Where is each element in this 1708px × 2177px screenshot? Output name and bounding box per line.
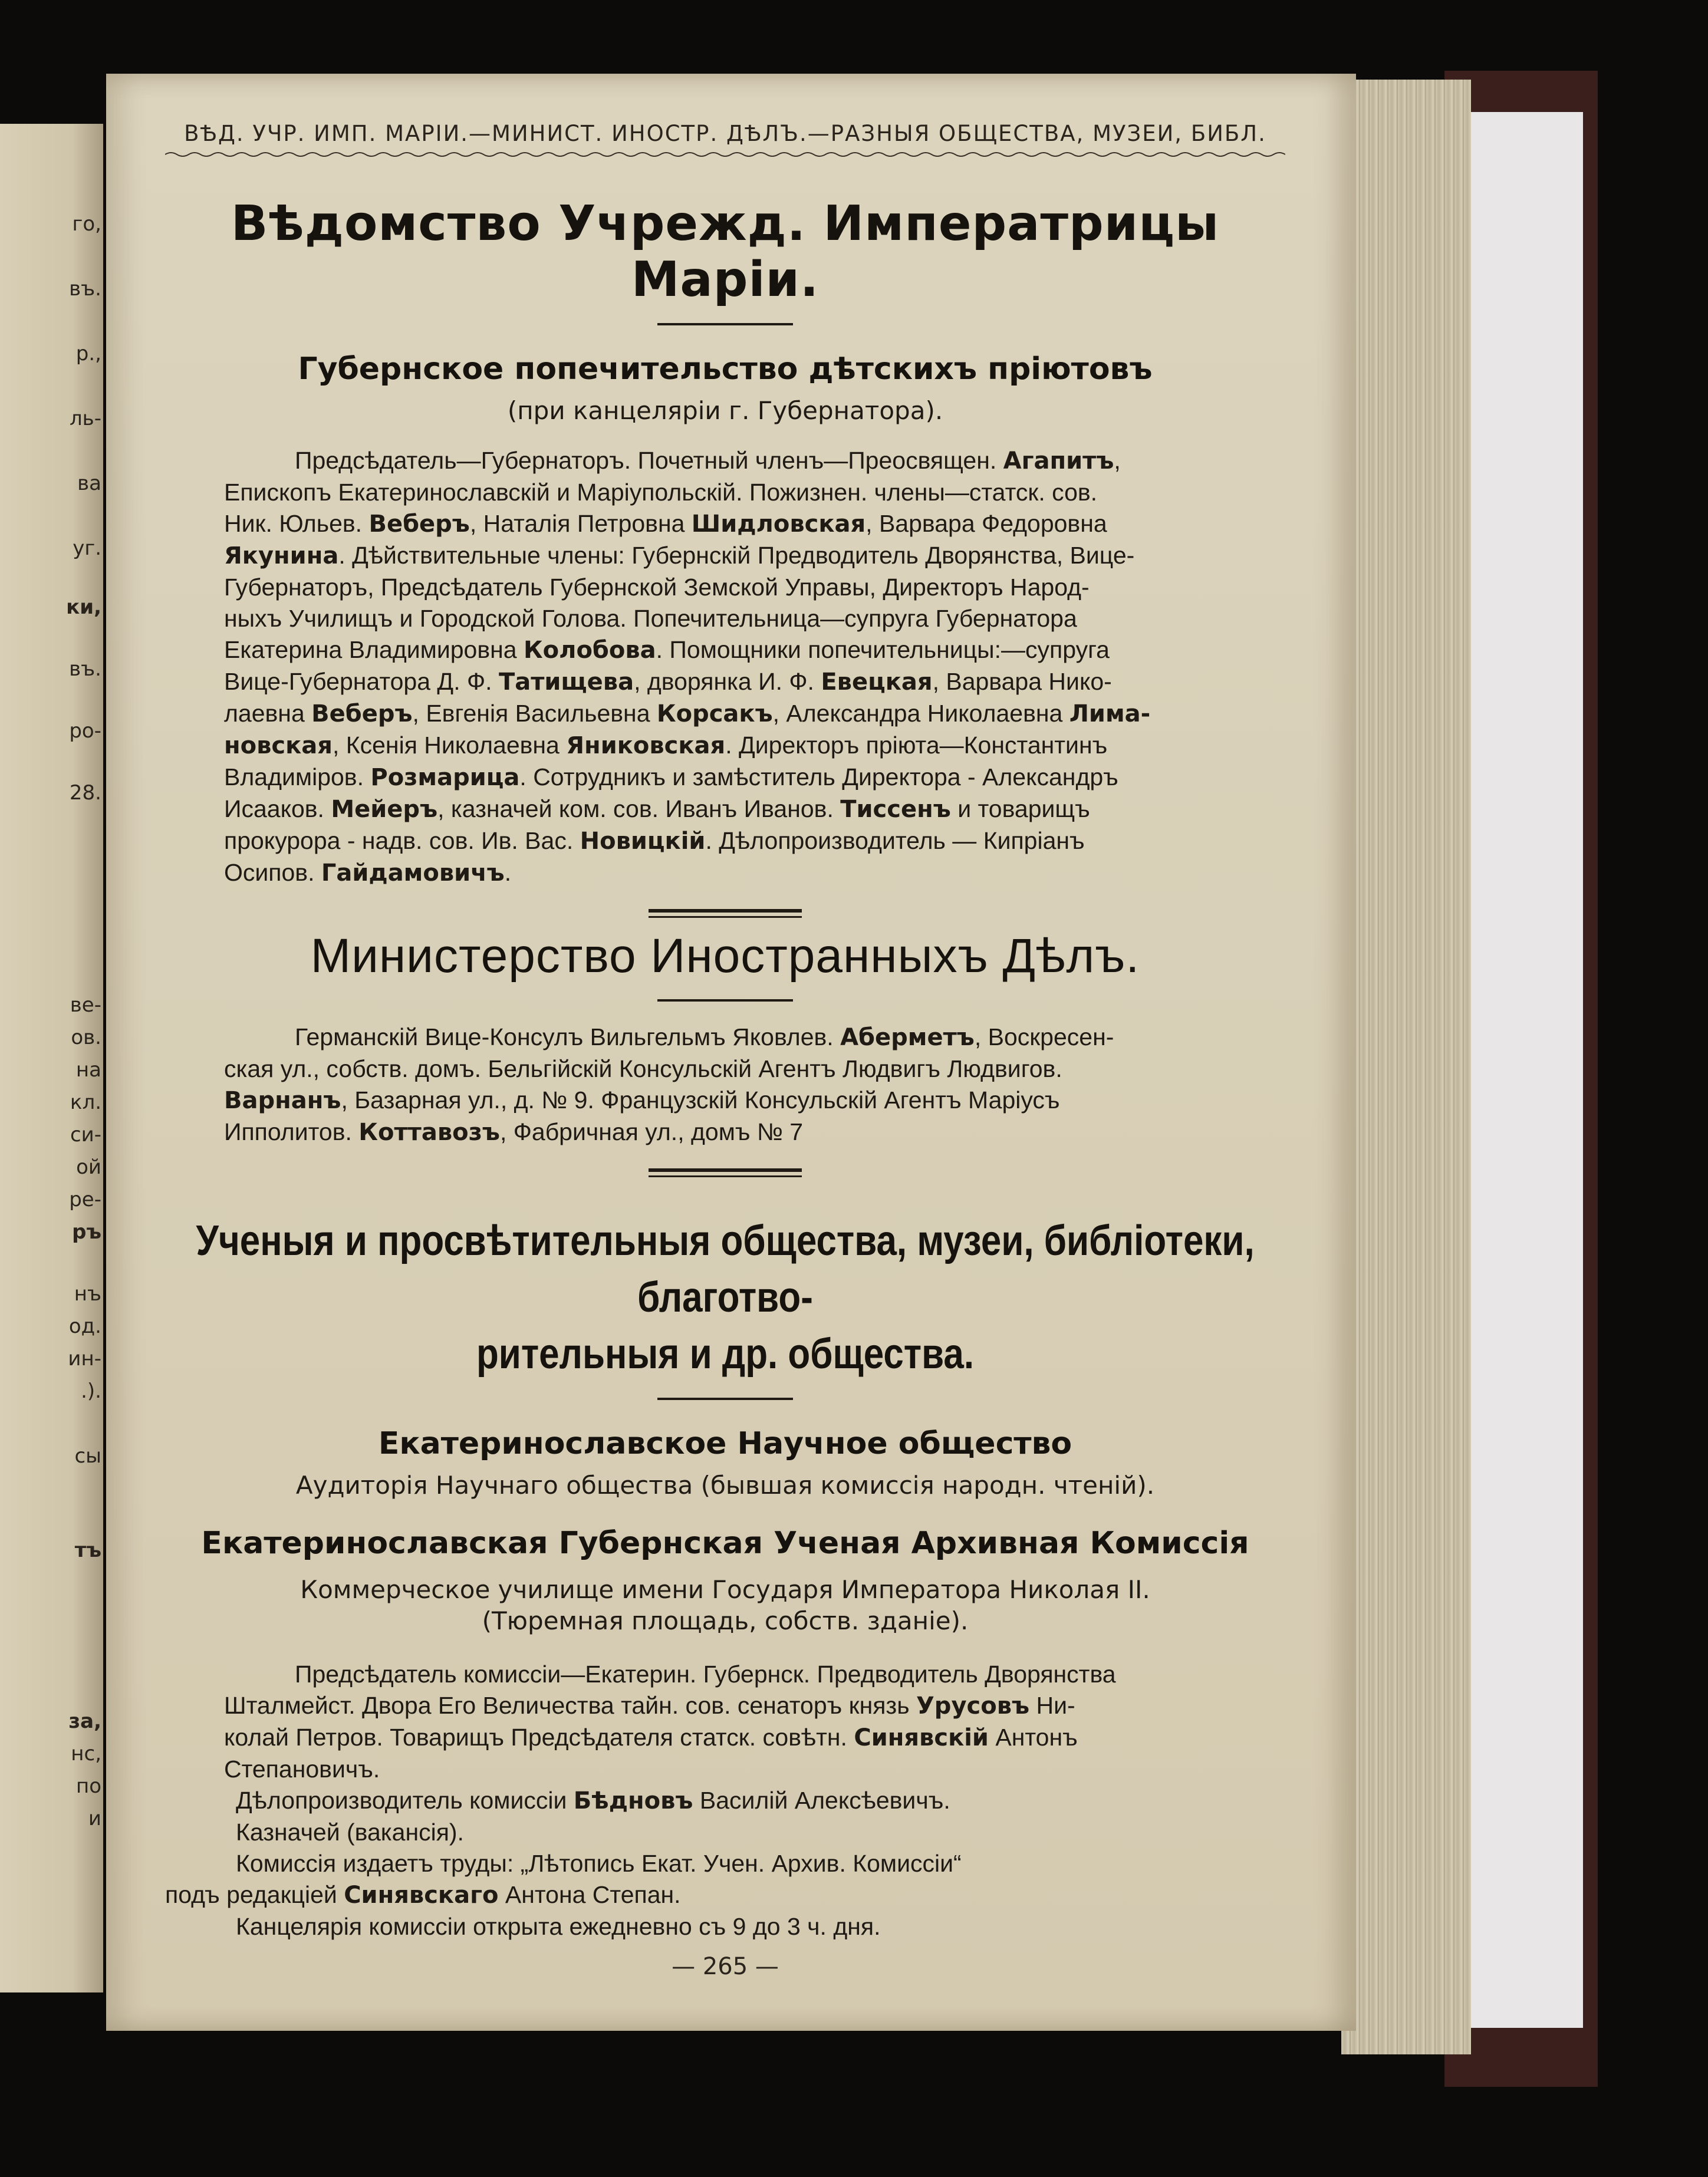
text-run: Губернаторъ, Предсѣдатель Губернской Земской Управы, Директоръ Народ- xyxy=(224,574,1090,601)
text-line xyxy=(165,698,1285,730)
text-line xyxy=(165,1817,1285,1848)
text-run: Шталмейст. Двора Его Величества тайн. сов. сенаторъ князь xyxy=(224,1692,916,1719)
text-run: прокурора - надв. сов. Ив. Вас. xyxy=(224,827,580,854)
text-line xyxy=(165,1117,1285,1148)
text-line xyxy=(165,1848,1285,1879)
text-run: , Варвара Нико- xyxy=(932,668,1112,695)
left-page-fragment: уг. xyxy=(73,536,101,560)
left-facing-page xyxy=(0,124,103,1992)
text-line xyxy=(165,1879,1285,1911)
left-page-fragment: од. xyxy=(68,1315,101,1338)
name-emphasis: Евецкая xyxy=(821,668,933,696)
commission-editor-line xyxy=(165,1879,1285,1911)
text-line xyxy=(165,730,1285,762)
text-run: Вице-Губернатора Д. Ф. xyxy=(224,668,499,695)
text-line xyxy=(165,762,1285,793)
text-run: Владиміров. xyxy=(224,763,371,791)
name-emphasis: Мейеръ xyxy=(331,796,438,823)
name-emphasis: Новицкій xyxy=(580,828,706,855)
text-run: Антонъ xyxy=(988,1724,1078,1751)
name-emphasis: Бѣдновъ xyxy=(573,1787,693,1814)
text-run: , Ксенія Николаевна xyxy=(332,732,567,759)
text-run: , Фабричная ул., домъ № 7 xyxy=(499,1118,804,1145)
text-run: Осипов. xyxy=(224,859,321,886)
left-page-fragment: ой xyxy=(76,1155,101,1179)
subhead-archive-commission: Екатеринославская Губернская Ученая Архивная Комиссія xyxy=(201,1526,1249,1561)
left-page-fragment: на xyxy=(75,1058,101,1082)
text-line xyxy=(165,540,1285,572)
paragraph-commission-chair xyxy=(165,1659,1285,1785)
text-line xyxy=(165,445,1285,477)
left-page-fragment: въ. xyxy=(69,277,101,301)
short-rule xyxy=(657,1398,793,1400)
note-governor-chancellery: (при канцеляріи г. Губернатора). xyxy=(507,396,943,425)
text-run: , Наталія Петровна xyxy=(469,510,692,537)
note-scientific-society: Аудиторія Научнаго общества (бывшая комиссія народн. чтеній). xyxy=(295,1471,1155,1500)
text-run: Ник. Юльев. xyxy=(224,510,369,537)
text-run: Епископъ Екатеринославскій и Маріупольскій. Пожизнен. члены—статск. сов. xyxy=(224,479,1098,506)
name-emphasis: Синявскаго xyxy=(344,1882,499,1909)
text-run: Казначей (вакансія). xyxy=(236,1819,464,1846)
text-line xyxy=(165,1022,1285,1053)
text-line xyxy=(165,477,1285,508)
name-emphasis: Коттавозъ xyxy=(358,1119,500,1146)
section-title-societies xyxy=(167,1213,1283,1382)
text-line xyxy=(165,1722,1285,1754)
text-line xyxy=(165,603,1285,634)
text-run: Предсѣдатель—Губернаторъ. Почетный членъ—Преосвящен. xyxy=(295,447,1003,474)
name-emphasis: Колобова xyxy=(523,637,656,664)
name-emphasis: Веберъ xyxy=(311,700,413,727)
text-line xyxy=(165,825,1285,857)
left-page-fragment: тъ xyxy=(74,1539,101,1562)
commission-hours-line xyxy=(165,1911,1285,1942)
left-page-fragment: нс, xyxy=(71,1742,101,1766)
name-emphasis: Аберметъ xyxy=(840,1024,975,1051)
name-emphasis: Татищева xyxy=(498,668,634,696)
text-line xyxy=(165,666,1285,698)
name-emphasis: Веберъ xyxy=(368,511,470,538)
double-rule xyxy=(649,1168,802,1177)
left-page-fragment: ре- xyxy=(69,1188,101,1211)
left-page-fragment: ин- xyxy=(68,1347,101,1371)
name-emphasis: Лима- xyxy=(1069,700,1151,727)
text-line xyxy=(165,1690,1285,1722)
left-page-fragment: нъ xyxy=(74,1282,101,1306)
page-block-edge xyxy=(1341,80,1471,2054)
text-line xyxy=(165,572,1285,603)
text-run: Василій Алексѣевичъ. xyxy=(693,1787,950,1814)
running-head: ВѢД. УЧР. ИМП. МАРІИ.—МИНИСТ. ИНОСТР. ДѢЛЪ.—РАЗНЫЯ ОБЩЕСТВА, МУЗЕИ, БИБЛ. xyxy=(184,121,1266,146)
left-page-fragment: сы xyxy=(74,1444,101,1468)
text-run: лаевна xyxy=(224,700,312,727)
name-emphasis: Яниковская xyxy=(566,732,726,759)
text-line xyxy=(165,508,1285,540)
left-page-fragment: ръ xyxy=(72,1220,101,1244)
left-page-fragment: и xyxy=(88,1807,101,1830)
text-run: , Александра Николаевна xyxy=(772,700,1069,727)
paragraph-orphanages xyxy=(165,445,1285,889)
text-line xyxy=(165,1085,1285,1117)
text-run: подъ редакціей xyxy=(165,1881,344,1908)
text-line xyxy=(165,1053,1285,1085)
page-content xyxy=(165,121,1285,1980)
text-line xyxy=(165,793,1285,825)
text-run: Степановичъ. xyxy=(224,1756,380,1783)
name-emphasis: Урусовъ xyxy=(916,1692,1030,1720)
text-run: Предсѣдатель комиссіи—Екатерин. Губернск. Предводитель Дворянства xyxy=(295,1661,1116,1688)
subhead-orphanages: Губернское попечительство дѣтскихъ пріютовъ xyxy=(298,351,1153,387)
left-page-fragment: за, xyxy=(68,1710,101,1733)
left-page-fragment: го, xyxy=(72,212,101,236)
left-page-fragment: .). xyxy=(81,1379,101,1403)
section-title-societies-line1: Ученыя и просвѣтительныя общества, музеи, библіотеки, благотво- xyxy=(196,1217,1255,1321)
text-run: и товарищъ xyxy=(950,795,1090,822)
subhead-scientific-society: Екатеринославское Научное общество xyxy=(378,1426,1072,1461)
left-page-fragment: ве- xyxy=(70,993,101,1017)
left-page-fragment: въ. xyxy=(69,657,101,681)
text-line xyxy=(165,1754,1285,1785)
text-run: , дворянка И. Ф. xyxy=(634,668,821,695)
name-emphasis: Якунина xyxy=(224,542,339,569)
text-run: ныхъ Училищъ и Городской Голова. Попечительница—супруга Губернатора xyxy=(224,605,1077,632)
text-run: Канцелярія комиссіи открыта ежедневно съ 9 до 3 ч. дня. xyxy=(236,1913,881,1940)
text-run: , Евгенія Васильевна xyxy=(412,700,657,727)
text-run: , Варвара Федоровна xyxy=(865,510,1107,537)
text-run: Германскій Вице-Консулъ Вильгельмъ Яковлев. xyxy=(295,1023,841,1050)
text-run: Комиссія издаетъ труды: „Лѣтопись Екат. Учен. Архив. Комиссіи“ xyxy=(236,1850,962,1877)
left-page-fragment: по xyxy=(75,1774,101,1798)
text-run: . Сотрудникъ и замѣститель Директора - Александръ xyxy=(519,763,1118,791)
section-title-empress-maria: Вѣдомство Учрежд. Императрицы Маріи. xyxy=(231,196,1220,308)
text-line xyxy=(165,857,1285,889)
text-run: , Воскресен- xyxy=(974,1023,1114,1050)
name-emphasis: Корсакъ xyxy=(656,700,773,727)
left-page-fragment: кл. xyxy=(70,1091,101,1114)
left-page-fragment: ки, xyxy=(66,595,101,619)
name-emphasis: Шидловская xyxy=(691,511,866,538)
name-emphasis: Агапитъ xyxy=(1003,447,1114,475)
name-emphasis: Тиссенъ xyxy=(840,796,951,823)
name-emphasis: Гайдамовичъ xyxy=(321,859,505,887)
text-line xyxy=(165,1785,1285,1817)
left-page-fragment: ва xyxy=(77,472,101,495)
text-run: . Помощники попечительницы:—супруга xyxy=(656,636,1110,663)
main-page xyxy=(106,74,1356,2031)
name-emphasis: новская xyxy=(224,732,333,759)
short-rule xyxy=(657,323,793,325)
text-run: , Базарная ул., д. № 9. Французскій Консульскій Агентъ Маріусъ xyxy=(341,1086,1060,1114)
text-line xyxy=(165,634,1285,666)
left-page-fragment: р., xyxy=(75,342,101,365)
text-run: . Дѣйствительные члены: Губернскій Предводитель Дворянства, Вице- xyxy=(338,542,1135,569)
text-run: Екатерина Владимировна xyxy=(224,636,524,663)
commission-lines xyxy=(165,1785,1285,1879)
wavy-rule xyxy=(165,151,1285,158)
section-title-societies-line2: рительныя и др. общества. xyxy=(476,1330,975,1378)
text-run: Ни- xyxy=(1029,1692,1075,1719)
text-line xyxy=(165,1911,1285,1942)
page-number: — 265 — xyxy=(672,1953,779,1980)
text-run: , xyxy=(1114,447,1121,474)
left-page-fragment: ов. xyxy=(71,1026,101,1049)
left-page-fragment: ро- xyxy=(69,719,101,743)
text-line xyxy=(165,1659,1285,1690)
text-run: Ипполитов. xyxy=(224,1118,359,1145)
section-title-foreign-affairs: Министерство Иностранныхъ Дѣлъ. xyxy=(310,929,1140,983)
double-rule xyxy=(649,909,802,918)
text-run: . Директоръ пріюта—Константинъ xyxy=(725,732,1108,759)
note-prison-square: (Тюремная площадь, собств. зданіе). xyxy=(482,1606,969,1635)
text-run: ская ул., собств. домъ. Бельгійскій Консульскій Агентъ Людвигъ Людвигов. xyxy=(224,1055,1062,1082)
note-commercial-school: Коммерческое училище имени Государя Императора Николая II. xyxy=(300,1575,1150,1604)
text-run: Антона Степан. xyxy=(498,1881,681,1908)
text-run: . xyxy=(504,859,512,886)
paragraph-consuls xyxy=(165,1022,1285,1148)
white-card-insert xyxy=(1465,112,1583,2028)
text-run: , казначей ком. сов. Иванъ Иванов. xyxy=(437,795,841,822)
name-emphasis: Варнанъ xyxy=(224,1087,341,1114)
text-run: . Дѣлопроизводитель — Кипріанъ xyxy=(705,827,1085,854)
left-page-fragment: 28. xyxy=(69,781,101,805)
short-rule xyxy=(657,999,793,1002)
text-run: колай Петров. Товарищъ Предсѣдателя статск. совѣтн. xyxy=(224,1724,854,1751)
name-emphasis: Синявскій xyxy=(854,1724,989,1751)
left-page-fragment: ль- xyxy=(69,407,101,430)
text-run: Дѣлопроизводитель комиссіи xyxy=(236,1787,574,1814)
text-run: Исааков. xyxy=(224,795,331,822)
left-page-fragment: си- xyxy=(70,1123,101,1147)
name-emphasis: Розмарица xyxy=(370,764,520,791)
